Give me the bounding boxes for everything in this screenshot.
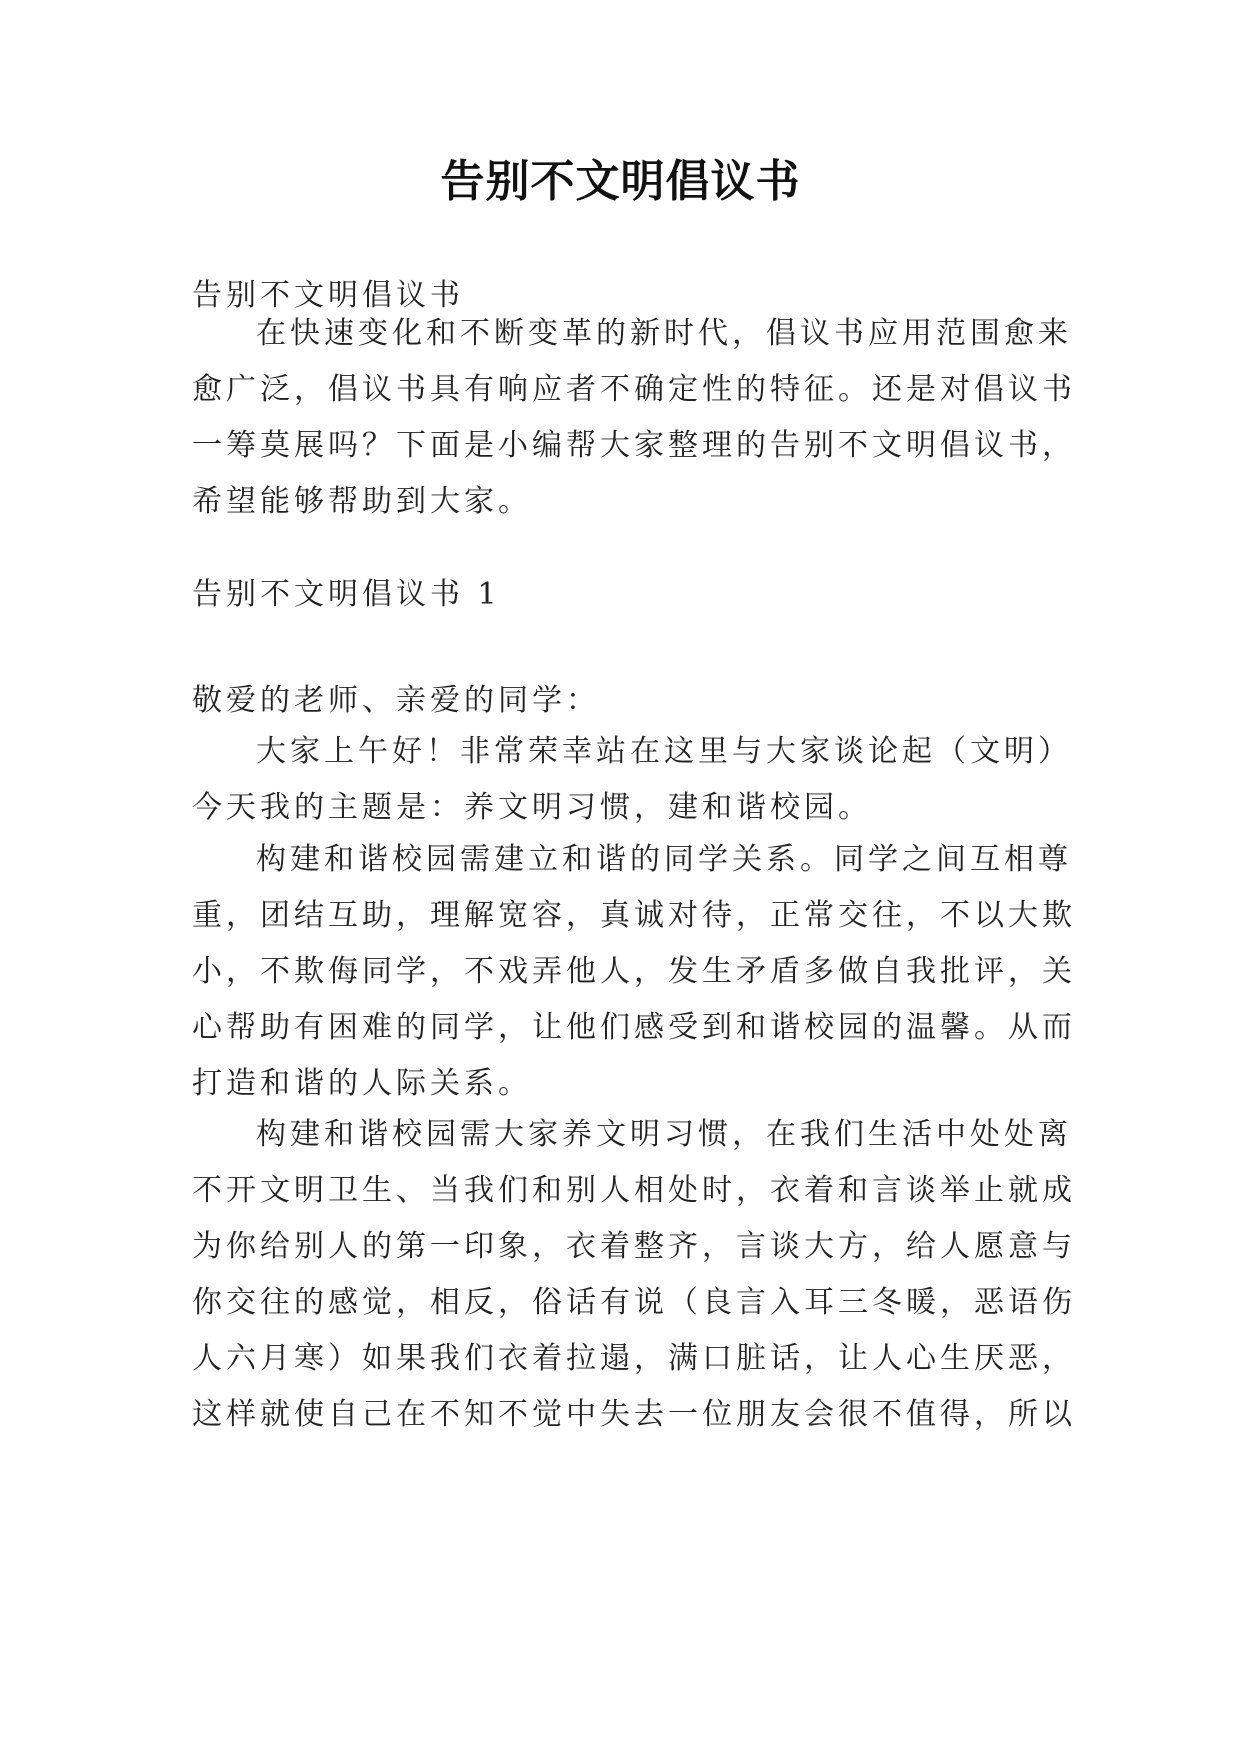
- paragraph-line: 这样就使自己在不知不觉中失去一位朋友会很不值得，所以: [192, 1397, 1076, 1432]
- intro-line: 在快速变化和不断变革的新时代，倡议书应用范围愈来: [256, 316, 1072, 351]
- intro-line: 愈广泛，倡议书具有响应者不确定性的特征。还是对倡议书: [192, 372, 1076, 407]
- paragraph-line: 为你给别人的第一印象，衣着整齐，言谈大方，给人愿意与: [192, 1229, 1076, 1264]
- intro-line: 一筹莫展吗？下面是小编帮大家整理的告别不文明倡议书，: [192, 428, 1076, 463]
- intro-paragraph: [192, 306, 1076, 530]
- section-heading-text: 告别不文明倡议书 1: [192, 577, 501, 612]
- paragraph-1: [192, 724, 1072, 836]
- paragraph-line: 你交往的感觉，相反，俗话有说（良言入耳三冬暖，恶语伤: [192, 1285, 1076, 1320]
- paragraph-line: 构建和谐校园需建立和谐的同学关系。同学之间互相尊: [256, 842, 1072, 877]
- subtitle-line: 告别不文明倡议书: [192, 278, 464, 313]
- paragraph-line: 今天我的主题是：养文明习惯，建和谐校园。: [192, 790, 872, 825]
- paragraph-line: 构建和谐校园需大家养文明习惯，在我们生活中处处离: [256, 1117, 1072, 1152]
- paragraph-2: [192, 832, 1076, 1112]
- paragraph-line: 人六月寒）如果我们衣着拉遢，满口脏话，让人心生厌恶，: [192, 1341, 1076, 1376]
- paragraph-3: [192, 1107, 1076, 1443]
- salutation-text: 敬爱的老师、亲爱的同学：: [192, 683, 600, 718]
- section-heading: [192, 567, 1064, 623]
- paragraph-line: 小，不欺侮同学，不戏弄他人，发生矛盾多做自我批评，关: [192, 954, 1076, 989]
- paragraph-line: 不开文明卫生、当我们和别人相处时，衣着和言谈举止就成: [192, 1173, 1076, 1208]
- paragraph-line: 心帮助有困难的同学，让他们感受到和谐校园的温馨。从而: [192, 1010, 1076, 1045]
- intro-line: 希望能够帮助到大家。: [192, 484, 532, 519]
- paragraph-line: 打造和谐的人际关系。: [192, 1066, 532, 1101]
- salutation: [192, 673, 1064, 729]
- document-title: 告别不文明倡议书: [440, 156, 801, 207]
- paragraph-line: 重，团结互助，理解宽容，真诚对待，正常交往，不以大欺: [192, 898, 1076, 933]
- paragraph-line: 大家上午好！非常荣幸站在这里与大家谈论起（文明）: [256, 734, 1072, 769]
